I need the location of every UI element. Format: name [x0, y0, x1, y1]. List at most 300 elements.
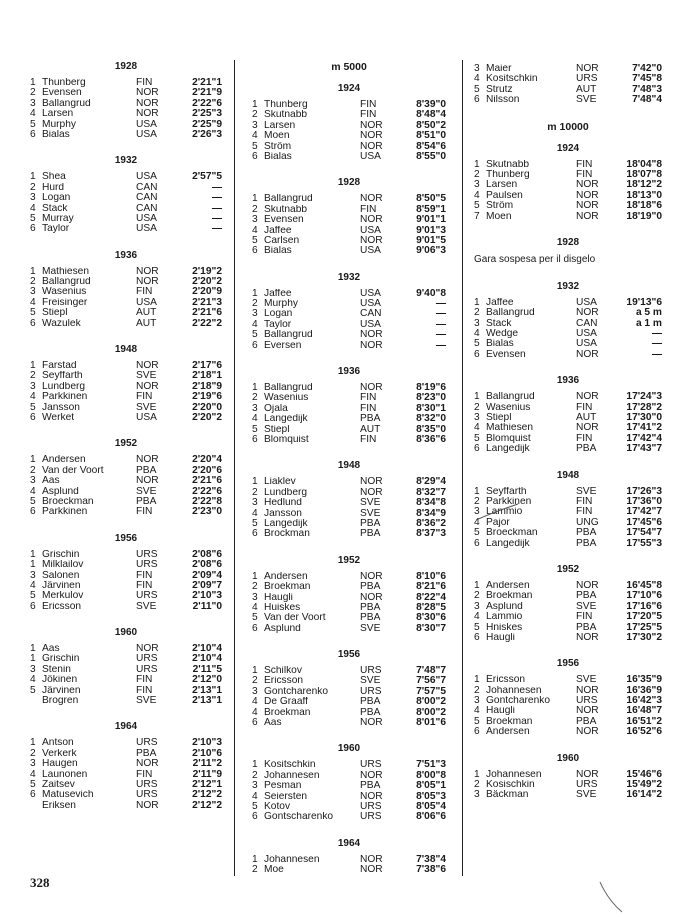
result-time: 2'20"2	[192, 276, 222, 288]
result-time: 2'17"6	[192, 360, 222, 372]
athlete-name: Freisinger	[42, 297, 88, 308]
year-heading: 1956	[556, 658, 580, 670]
results-column-3	[474, 64, 662, 815]
placing: 5	[474, 527, 480, 539]
athlete-name: Jaffee	[264, 225, 292, 236]
placing: 5	[30, 118, 36, 130]
result-time: 8'48"4	[416, 109, 446, 121]
placing: 6	[252, 811, 258, 823]
result-time: 17'20"5	[626, 611, 662, 623]
placing: 1	[474, 674, 480, 686]
athlete-name: Ballangrud	[264, 194, 313, 205]
placing: 5	[474, 83, 480, 95]
year-results	[30, 626, 222, 706]
placing: 2	[474, 495, 480, 507]
placing: 6	[474, 348, 480, 360]
nation-code: SVE	[136, 370, 157, 382]
result-time: a 5 m	[635, 307, 662, 319]
athlete-name: Stiepl	[486, 413, 512, 424]
pen-stroke-mark	[474, 500, 534, 524]
nation-code: SVE	[360, 622, 381, 634]
result-row	[474, 329, 662, 339]
nation-code: USA	[136, 212, 157, 224]
result-time: 8'59"1	[416, 203, 446, 215]
athlete-name: Merkulov	[42, 591, 84, 602]
athlete-name: Ojala	[264, 403, 288, 414]
nation-code: NOR	[136, 276, 159, 288]
placing: 3	[474, 600, 480, 612]
athlete-name: Farstad	[42, 361, 77, 372]
result-time: 2'18"1	[192, 370, 222, 382]
result-row	[30, 696, 222, 706]
athlete-name: Van der Voort	[264, 613, 326, 624]
result-row	[252, 718, 446, 728]
result-time: 8'21"6	[416, 581, 446, 593]
placing: 3	[474, 789, 480, 801]
result-time: —	[435, 318, 446, 330]
nation-code: SVE	[136, 485, 157, 497]
placing: 1	[252, 853, 258, 865]
placing: 5	[252, 612, 258, 624]
result-row	[474, 308, 662, 318]
result-time: 2'10"3	[192, 590, 222, 602]
athlete-name: Stack	[486, 318, 512, 329]
athlete-name: Asplund	[486, 601, 523, 612]
result-row	[30, 476, 222, 486]
result-time: 7'48"3	[632, 83, 662, 95]
placing: 6	[30, 411, 36, 423]
placing: 1	[30, 653, 36, 665]
placing: 4	[474, 611, 480, 623]
placing: 6	[30, 506, 36, 518]
page-number: 328	[30, 875, 50, 890]
nation-code: SVE	[576, 94, 597, 106]
athlete-name: Seyffarth	[486, 486, 527, 497]
nation-code: NOR	[360, 234, 383, 246]
year-heading: 1936	[337, 366, 361, 378]
result-time: 2'22"6	[192, 485, 222, 497]
year-results	[252, 648, 446, 728]
result-time: 2'21"1	[192, 77, 222, 88]
nation-code: PBA	[576, 621, 597, 633]
nation-code: FIN	[576, 611, 593, 623]
result-time: 2'22"2	[192, 317, 222, 329]
nation-code: NOR	[576, 705, 599, 717]
result-row	[252, 152, 446, 162]
athlete-name: Stiepl	[264, 424, 290, 435]
placing: 4	[252, 224, 258, 236]
nation-code: PBA	[360, 612, 381, 624]
result-time: 16'42"3	[626, 695, 662, 707]
nation-code: URS	[136, 590, 158, 602]
athlete-name: Carlsen	[264, 235, 300, 246]
result-time: 7'57"5	[416, 685, 446, 697]
nation-code: USA	[360, 150, 381, 162]
result-time: 17'25"5	[626, 621, 662, 633]
year-results	[30, 720, 222, 811]
column-divider	[462, 60, 463, 876]
nation-code: AUT	[136, 307, 157, 319]
nation-code: PBA	[360, 706, 381, 718]
year-results	[252, 554, 446, 634]
result-row	[252, 341, 446, 351]
year-results	[474, 142, 662, 222]
placing: 1	[252, 665, 258, 677]
placing: 4	[30, 579, 36, 591]
result-row	[30, 193, 222, 203]
nation-code: NOR	[360, 476, 383, 488]
result-time: 2'10"6	[192, 747, 222, 759]
athlete-name: Paulsen	[486, 190, 523, 201]
result-row	[474, 339, 662, 349]
athlete-name: Asplund	[42, 486, 79, 497]
placing: 6	[252, 433, 258, 445]
athlete-name: Jaffee	[264, 288, 292, 299]
athlete-name: Järvinen	[42, 685, 81, 696]
placing: 3	[252, 402, 258, 414]
nation-code: NOR	[576, 63, 599, 74]
result-time: 8'51"0	[416, 130, 446, 142]
year-heading: 1956	[114, 532, 138, 544]
nation-code: NOR	[136, 87, 159, 99]
athlete-name: Andersen	[486, 727, 530, 738]
year-heading: 1924	[556, 142, 580, 154]
athlete-name: Broekman	[264, 707, 311, 718]
placing: 2	[252, 486, 258, 498]
nation-code: NOR	[360, 193, 383, 205]
result-time: 2'13"1	[192, 695, 222, 707]
nation-code: FIN	[136, 391, 153, 403]
result-row	[30, 507, 222, 517]
athlete-name: Seiersten	[264, 791, 308, 802]
results-column-1	[30, 60, 222, 825]
placing: 3	[30, 97, 36, 109]
placing: 5	[30, 684, 36, 696]
placing: 5	[30, 590, 36, 602]
nation-code: FIN	[576, 401, 593, 413]
nation-code: PBA	[576, 527, 597, 539]
athlete-name: Broeckman	[42, 496, 94, 507]
result-row	[30, 560, 222, 570]
athlete-name: Larsen	[264, 120, 296, 131]
placing: 1	[474, 579, 480, 591]
result-time: 17'42"7	[626, 506, 662, 518]
nation-code: AUT	[576, 412, 597, 424]
year-heading: 1952	[556, 563, 580, 575]
result-time: 8'50"2	[416, 119, 446, 131]
nation-code: URS	[576, 695, 598, 707]
placing: 4	[30, 674, 36, 686]
nation-code: FIN	[576, 495, 593, 507]
result-row	[474, 539, 662, 549]
placing: 2	[30, 276, 36, 288]
result-row	[252, 299, 446, 309]
athlete-name: Parkkinen	[486, 496, 532, 507]
athlete-name: Eversen	[264, 340, 302, 351]
athlete-name: Grischin	[42, 654, 80, 665]
nation-code: URS	[136, 737, 158, 749]
nation-code: URS	[136, 548, 158, 560]
result-row	[474, 319, 662, 329]
nation-code: URS	[360, 665, 382, 677]
year-heading: 1928	[337, 177, 361, 189]
athlete-name: Hedlund	[264, 498, 302, 509]
result-time: 17'45"6	[626, 516, 662, 528]
result-time: 8'05"4	[416, 800, 446, 812]
result-time: 18'04"8	[626, 158, 662, 170]
result-row	[252, 289, 446, 299]
result-row	[474, 790, 662, 800]
result-time: 2'11"2	[192, 758, 222, 770]
placing: 1	[30, 265, 36, 277]
nation-code: NOR	[360, 717, 383, 729]
nation-code: URS	[360, 685, 382, 697]
nation-code: NOR	[576, 684, 599, 696]
athlete-name: Brogren	[42, 696, 79, 707]
athlete-name: Ballangrud	[264, 330, 313, 341]
result-time: 9'01"5	[416, 234, 446, 246]
result-time: 8'30"6	[416, 612, 446, 624]
result-time: 2'11"9	[192, 768, 222, 780]
result-time: 17'16"6	[626, 600, 662, 612]
nation-code: NOR	[360, 591, 383, 603]
result-row	[252, 812, 446, 822]
year-heading: 1952	[337, 554, 361, 566]
placing: 5	[252, 517, 258, 529]
nation-code: NOR	[136, 380, 159, 392]
placing: 5	[474, 432, 480, 444]
nation-code: PBA	[360, 528, 381, 540]
result-time: 2'20"9	[192, 286, 222, 298]
result-row	[30, 214, 222, 224]
year-results	[30, 249, 222, 329]
result-time: 17'41"2	[626, 422, 662, 434]
result-time: 8'10"6	[416, 570, 446, 582]
nation-code: AUT	[576, 83, 597, 95]
athlete-name: Skutnabb	[264, 110, 308, 121]
athlete-name: Langedijk	[486, 444, 530, 455]
placing: 4	[252, 790, 258, 802]
nation-code: USA	[136, 128, 157, 140]
nation-code: NOR	[136, 643, 159, 655]
nation-code: USA	[576, 296, 597, 308]
nation-code: SVE	[360, 675, 381, 687]
athlete-name: Eriksen	[42, 800, 76, 811]
placing: 2	[30, 87, 36, 99]
nation-code: FIN	[136, 579, 153, 591]
result-row	[252, 309, 446, 319]
result-time: 2'21"6	[192, 307, 222, 319]
athlete-name: Werket	[42, 412, 75, 423]
result-row	[30, 109, 222, 119]
result-time: 2'10"4	[192, 653, 222, 665]
athlete-name: Lammio	[486, 612, 523, 623]
nation-code: NOR	[136, 97, 159, 109]
athlete-name: Langedijk	[264, 414, 308, 425]
result-time: 2'11"0	[192, 600, 222, 612]
nation-code: URS	[136, 663, 158, 675]
nation-code: CAN	[360, 308, 382, 320]
result-row	[30, 801, 222, 811]
year-results	[474, 236, 662, 266]
athlete-name: Stenin	[42, 664, 71, 675]
athlete-name: Aas	[264, 718, 282, 729]
result-time: 18'13"0	[626, 189, 662, 201]
placing: 5	[474, 621, 480, 633]
nation-code: NOR	[360, 214, 383, 226]
nation-code: NOR	[576, 200, 599, 212]
nation-code: SVE	[136, 695, 157, 707]
result-time: 8'30"1	[416, 402, 446, 414]
year-heading: 1948	[337, 460, 361, 472]
result-row	[252, 320, 446, 330]
placing: 4	[252, 318, 258, 330]
nation-code: NOR	[576, 210, 599, 222]
nation-code: PBA	[576, 537, 597, 549]
year-heading: 1924	[337, 83, 361, 94]
result-time: —	[435, 308, 446, 320]
result-time: 2'22"6	[192, 97, 222, 109]
result-time: 8'19"6	[416, 382, 446, 394]
nation-code: NOR	[576, 189, 599, 201]
result-row	[252, 330, 446, 340]
result-row	[30, 172, 222, 182]
nation-code: NOR	[576, 348, 599, 360]
result-time: —	[211, 223, 222, 235]
placing: 2	[252, 109, 258, 121]
athlete-name: Broekman	[486, 716, 533, 727]
athlete-name: Ballangrud	[486, 308, 535, 319]
results-column-2	[252, 60, 446, 890]
result-time: 8'39"0	[416, 99, 446, 110]
nation-code: PBA	[576, 443, 597, 455]
placing: 4	[252, 696, 258, 708]
placing: 1	[252, 99, 258, 110]
athlete-name: Wasenius	[486, 402, 531, 413]
athlete-name: Kotov	[264, 801, 291, 812]
athlete-name: Bialas	[486, 339, 514, 350]
placing: 4	[252, 706, 258, 718]
year-heading: 1936	[114, 249, 138, 261]
nation-code: PBA	[576, 715, 597, 727]
nation-code: USA	[136, 296, 157, 308]
athlete-name: Launonen	[42, 769, 88, 780]
nation-code: USA	[360, 287, 381, 299]
nation-code: NOR	[360, 339, 383, 351]
nation-code: NOR	[576, 631, 599, 643]
result-time: 17'54"7	[626, 527, 662, 539]
athlete-name: Mathiesen	[42, 266, 90, 277]
nation-code: UNG	[576, 516, 599, 528]
placing: 2	[252, 581, 258, 593]
placing: 2	[474, 307, 480, 319]
athlete-name: Ericsson	[42, 601, 82, 612]
placing: 5	[474, 715, 480, 727]
nation-code: NOR	[360, 329, 383, 341]
year-heading: 1932	[337, 271, 361, 283]
result-time: 9'01"1	[416, 214, 446, 226]
nation-code: URS	[136, 559, 158, 571]
year-heading: 1964	[114, 721, 138, 733]
nation-code: SVE	[360, 497, 381, 509]
athlete-name: Johannesen	[486, 685, 542, 696]
athlete-name: Aas	[42, 476, 60, 487]
placing: 1	[252, 382, 258, 394]
placing: 3	[252, 308, 258, 320]
athlete-name: Haugli	[264, 592, 293, 603]
placing: 2	[252, 392, 258, 404]
placing: 5	[252, 140, 258, 152]
placing: 1	[252, 759, 258, 771]
year-results	[30, 343, 222, 423]
athlete-name: Parkkinen	[42, 507, 88, 518]
result-time: 9'06"3	[416, 245, 446, 257]
nation-code: USA	[360, 318, 381, 330]
result-row	[252, 498, 446, 508]
result-time: 17'30"0	[626, 412, 662, 424]
result-time: 2'18"9	[192, 380, 222, 392]
athlete-name: Wasenius	[264, 393, 309, 404]
nation-code: SVE	[136, 600, 157, 612]
year-heading: 1932	[556, 280, 580, 292]
athlete-name: Ström	[264, 141, 292, 152]
result-time: —	[211, 212, 222, 224]
athlete-name: Grischin	[42, 549, 80, 560]
nation-code: CAN	[136, 192, 158, 204]
result-time: 2'21"6	[192, 475, 222, 487]
result-time: 7'45"8	[632, 73, 662, 85]
nation-code: NOR	[360, 769, 383, 781]
result-time: 8'00"2	[416, 696, 446, 708]
result-time: 18'19"0	[626, 210, 662, 222]
athlete-name: Mathiesen	[486, 423, 534, 434]
result-row	[474, 444, 662, 454]
result-time: 8'34"8	[416, 497, 446, 509]
placing: 4	[252, 413, 258, 425]
nation-code: NOR	[136, 360, 159, 372]
placing: 2	[252, 675, 258, 687]
placing: 1	[252, 287, 258, 299]
distance-heading: m 5000	[331, 61, 367, 73]
placing: 3	[474, 63, 480, 74]
result-row	[474, 612, 662, 622]
athlete-name: Van der Voort	[42, 465, 104, 476]
athlete-name: Aas	[42, 644, 60, 655]
result-time: 9'01"3	[416, 224, 446, 236]
result-time: 2'10"3	[192, 737, 222, 749]
result-row	[474, 633, 662, 643]
result-time: 18'12"2	[626, 179, 662, 191]
athlete-name: Broekman	[486, 591, 533, 602]
athlete-name: Evensen	[264, 215, 304, 226]
nation-code: CAN	[136, 202, 158, 214]
result-time: 2'20"0	[192, 401, 222, 413]
result-time: 2'12"0	[192, 674, 222, 686]
athlete-name: Johannesen	[264, 854, 320, 865]
year-results	[252, 837, 446, 876]
result-time: —	[651, 338, 662, 350]
placing: 3	[30, 286, 36, 298]
nation-code: FIN	[136, 674, 153, 686]
nation-code: NOR	[576, 179, 599, 191]
nation-code: FIN	[360, 392, 377, 404]
year-results	[474, 657, 662, 737]
athlete-name: Jansson	[264, 508, 302, 519]
result-row	[252, 582, 446, 592]
result-row	[474, 95, 662, 105]
athlete-name: Bäckman	[486, 790, 529, 801]
nation-code: FIN	[576, 158, 593, 170]
